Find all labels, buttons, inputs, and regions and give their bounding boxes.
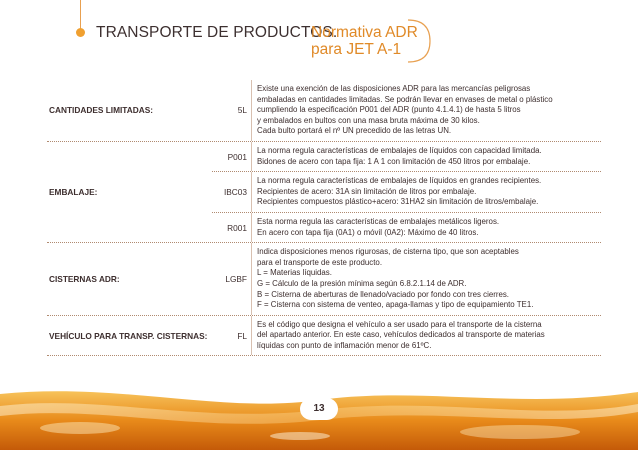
entry-row	[212, 142, 601, 172]
description-line: del apartado anterior. En este caso, vehículos dedicados al transporte de materias	[257, 330, 545, 340]
description-line: En acero con tapa fija (0A1) o móvil (0A2): Máximo de 40 litros.	[257, 227, 479, 237]
table-row	[47, 80, 601, 142]
entry-row	[212, 80, 601, 141]
description-line: Recipientes de acero: 31A sin limitación de litros por embalaje.	[257, 186, 477, 196]
table-row	[47, 142, 601, 243]
description-line: embaladas en cantidades limitadas. Se podrán llevar en envases de metal o plástico	[257, 94, 553, 104]
row-entries	[212, 316, 601, 356]
entry-code: LGBF	[212, 243, 252, 315]
description-line: G = Cálculo de la presión mínima según 6.8.2.1.14 de ADR.	[257, 278, 467, 288]
table-row	[47, 243, 601, 316]
description-line: Esta norma regula las características de embalajes metálicos ligeros.	[257, 216, 500, 226]
description-line: Cada bulto portará el nº UN precedido de las letras UN.	[257, 126, 452, 136]
page-number: 13	[300, 398, 338, 420]
header-bracket-arc	[404, 18, 434, 64]
description-line: Existe una exención de las disposiciones ADR para las mercancías peligrosas	[257, 84, 531, 93]
description-line: B = Cisterna de aberturas de llenado/vaciado por fondo con tres cierres.	[257, 289, 509, 299]
entry-row	[212, 316, 601, 356]
entry-code: FL	[212, 316, 252, 356]
entry-description	[252, 243, 601, 315]
page-title: TRANSPORTE DE PRODUCTOS.	[96, 24, 338, 41]
entry-code: P001	[212, 142, 252, 171]
page-subtitle-line2: para JET A-1	[311, 41, 402, 58]
description-line: Es el código que designa el vehículo a ser usado para el transporte de la cisterna	[257, 319, 542, 329]
entry-row	[212, 172, 601, 213]
description-line: F = Cisterna con sistema de venteo, apaga-llamas y tipo de equipamiento TE1.	[257, 300, 534, 310]
entry-description	[252, 142, 601, 171]
row-label: CANTIDADES LIMITADAS:	[49, 105, 154, 116]
row-entries	[212, 142, 601, 242]
regulation-table	[47, 80, 601, 356]
description-line: líquidas con punto de inflamación menor de 61ºC.	[257, 340, 432, 350]
entry-description	[252, 80, 601, 141]
row-label: CISTERNAS ADR:	[49, 273, 120, 284]
entry-code: R001	[212, 213, 252, 242]
description-line: La norma regula características de embalajes de líquidos con capacidad limitada.	[257, 145, 542, 155]
description-line: L = Materias líquidas.	[257, 268, 332, 278]
description-line: Bidones de acero con tapa fija: 1 A 1 con limitación de 450 litros por embalaje.	[257, 156, 531, 166]
row-label: VEHÍCULO PARA TRANSP. CISTERNAS:	[49, 330, 208, 341]
entry-code: IBC03	[212, 172, 252, 212]
entry-row	[212, 243, 601, 315]
entry-description	[252, 316, 601, 356]
description-line: y embalados en bultos con una masa bruta máxima de 30 kilos.	[257, 115, 480, 125]
page-subtitle-line1: Normativa ADR	[311, 24, 418, 41]
description-line: para el transporte de este producto.	[257, 257, 383, 267]
table-row	[47, 316, 601, 357]
entry-code: 5L	[212, 80, 252, 141]
row-entries	[212, 243, 601, 315]
row-label: EMBALAJE:	[49, 187, 98, 198]
description-line: Recipientes compuestos plástico+acero: 31HA2 sin limitación de litros/embalaje.	[257, 197, 539, 207]
description-line: cumpliendo la especificación P001 del ADR (punto 4.1.4.1) de hasta 5 litros	[257, 105, 521, 115]
entry-description	[252, 213, 601, 242]
row-entries	[212, 80, 601, 141]
description-line: Indica disposiciones menos rigurosas, de cisterna tipo, que son aceptables	[257, 247, 519, 257]
entry-description	[252, 172, 601, 212]
description-line: La norma regula características de embalajes de líquidos en grandes recipientes.	[257, 176, 542, 186]
header-bullet-dot	[76, 28, 85, 37]
entry-row	[212, 213, 601, 242]
